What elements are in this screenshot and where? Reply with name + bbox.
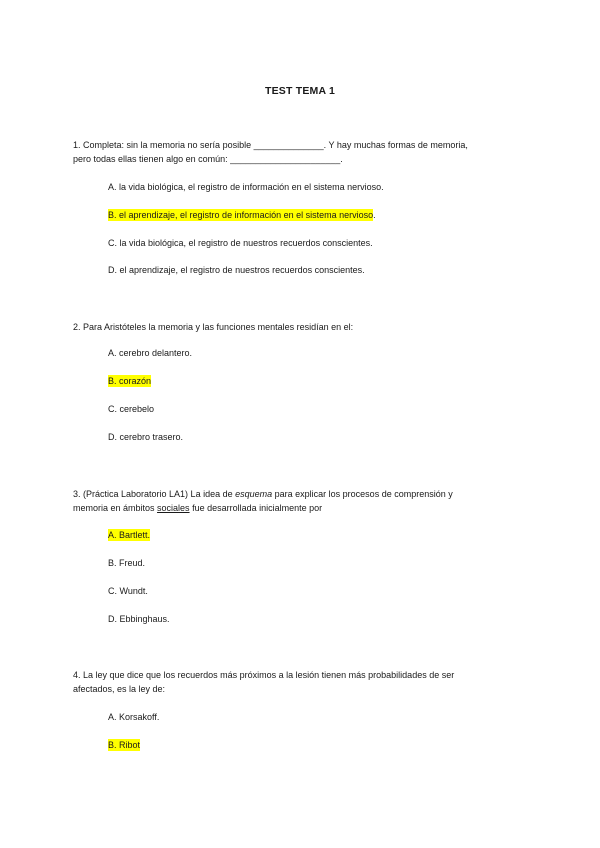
question-2-option-a: A. cerebro delantero. <box>108 348 193 358</box>
question-3-line-1-end: para explicar los procesos de comprensión y <box>272 489 453 499</box>
question-3-underlined-term: sociales <box>157 503 190 513</box>
question-1-line-1: 1. Completa: sin la memoria no sería posible ______________. Y hay muchas formas de memoria, <box>73 140 468 150</box>
question-1-option-b <box>108 210 376 220</box>
question-1 <box>73 138 533 166</box>
question-2-option-c: C. cerebelo <box>108 404 155 414</box>
question-1-option-a: A. la vida biológica, el registro de información en el sistema nervioso. <box>108 182 384 192</box>
question-1-line-2: pero todas ellas tienen algo en común: ______________________. <box>73 154 343 164</box>
question-4-option-b <box>108 740 140 750</box>
question-4-option-a: A. Korsakoff. <box>108 712 160 722</box>
question-3-line-1-start: 3. (Práctica Laboratorio LA1) La idea de <box>73 489 236 499</box>
question-3-option-c: C. Wundt. <box>108 586 148 596</box>
question-1-option-b-highlight: B. el aprendizaje, el registro de información en el sistema nervioso <box>108 210 374 220</box>
question-3-option-a-highlight: A. Bartlett. <box>108 530 151 540</box>
question-4-line-2: afectados, es la ley de: <box>73 684 166 694</box>
question-2-option-d: D. cerebro trasero. <box>108 432 184 442</box>
question-1-option-d: D. el aprendizaje, el registro de nuestros recuerdos conscientes. <box>108 265 365 275</box>
question-2-option-b-highlight: B. corazón <box>108 376 152 386</box>
question-4-option-b-highlight: B. Ribot <box>108 740 141 750</box>
question-4-line-1: 4. La ley que dice que los recuerdos más próximos a la lesión tienen más probabilidades de ser <box>73 670 455 680</box>
page-title: TEST TEMA 1 <box>264 85 336 97</box>
question-2-line-1: 2. Para Aristóteles la memoria y las funciones mentales residían en el: <box>73 322 354 332</box>
question-1-option-b-suffix: . <box>373 210 376 220</box>
question-2-option-b <box>108 376 151 386</box>
question-2 <box>73 320 533 334</box>
question-1-option-c: C. la vida biológica, el registro de nuestros recuerdos conscientes. <box>108 238 373 248</box>
question-3-option-b: B. Freud. <box>108 558 146 568</box>
question-3-italic-term: esquema <box>235 489 273 499</box>
question-3 <box>73 487 533 515</box>
question-3-line-1 <box>73 487 533 501</box>
question-4 <box>73 668 533 696</box>
question-3-line-2-start: memoria en ámbitos <box>73 503 158 513</box>
question-3-option-a <box>108 530 150 540</box>
question-3-option-d: D. Ebbinghaus. <box>108 614 170 624</box>
question-3-line-2-end: fue desarrollada inicialmente por <box>189 503 323 513</box>
question-3-line-2 <box>73 501 533 515</box>
